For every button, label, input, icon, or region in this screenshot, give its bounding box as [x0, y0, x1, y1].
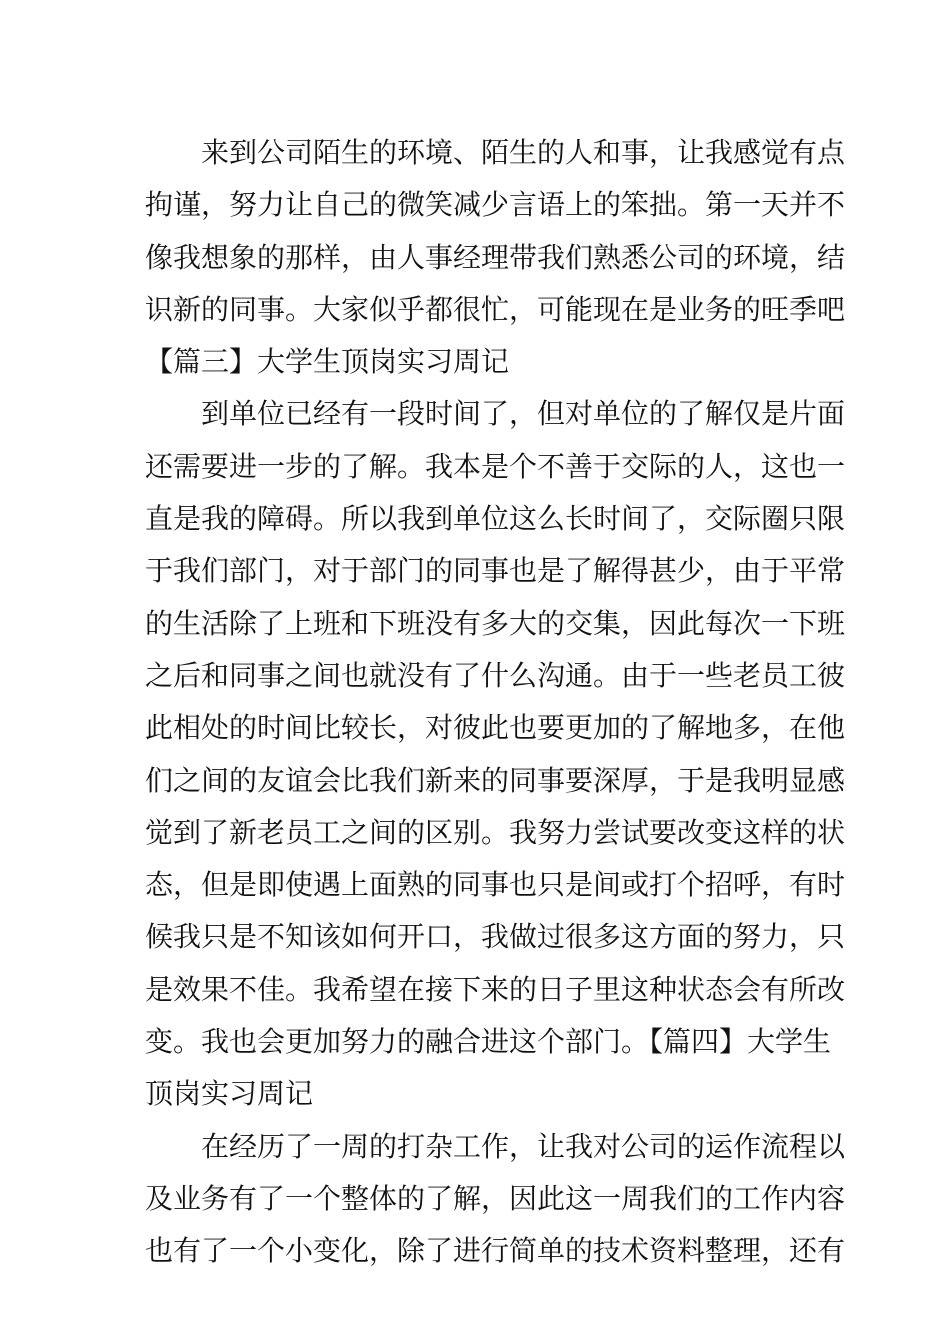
- text-line: 像我想象的那样，由人事经理带我们熟悉公司的环境，结: [145, 240, 846, 274]
- text-line: 还需要进一步的了解。我本是个不善于交际的人，这也一: [145, 449, 846, 483]
- text-line: 及业务有了一个整体的了解，因此这一周我们的工作内容: [145, 1181, 846, 1215]
- section-heading-part-three: 【篇三】大学生顶岗实习周记: [145, 345, 510, 379]
- text-line: 变。我也会更加努力的融合进这个部门。【篇四】大学生: [145, 1025, 832, 1059]
- text-line: 在经历了一周的打杂工作，让我对公司的运作流程以: [201, 1129, 846, 1163]
- text-line: 识新的同事。大家似乎都很忙，可能现在是业务的旺季吧: [145, 292, 846, 326]
- text-line: 也有了一个小变化，除了进行简单的技术资料整理，还有: [145, 1234, 846, 1268]
- section-heading-part-four-tail: 顶岗实习周记: [145, 1077, 314, 1111]
- text-line: 的生活除了上班和下班没有多大的交集，因此每次一下班: [145, 606, 846, 640]
- text-line: 此相处的时间比较长，对彼此也要更加的了解地多，在他: [145, 711, 846, 745]
- text-line: 拘谨，努力让自己的微笑减少言语上的笨拙。第一天并不: [145, 188, 846, 222]
- text-line: 直是我的障碍。所以我到单位这么长时间了，交际圈只限: [145, 502, 846, 536]
- text-line: 是效果不佳。我希望在接下来的日子里这种状态会有所改: [145, 972, 846, 1006]
- text-line: 到单位已经有一段时间了，但对单位的了解仅是片面: [201, 397, 846, 431]
- text-line: 态，但是即使遇上面熟的同事也只是间或打个招呼，有时: [145, 868, 846, 902]
- body-text: [145, 127, 846, 1278]
- text-line: 觉到了新老员工之间的区别。我努力尝试要改变这样的状: [145, 815, 846, 849]
- text-line: 于我们部门，对于部门的同事也是了解得甚少，由于平常: [145, 554, 846, 588]
- text-line: 候我只是不知该如何开口，我做过很多这方面的努力，只: [145, 920, 846, 954]
- text-line: 们之间的友谊会比我们新来的同事要深厚，于是我明显感: [145, 763, 846, 797]
- text-line: 来到公司陌生的环境、陌生的人和事，让我感觉有点: [201, 136, 846, 169]
- text-line: 之后和同事之间也就没有了什么沟通。由于一些老员工彼: [145, 658, 846, 692]
